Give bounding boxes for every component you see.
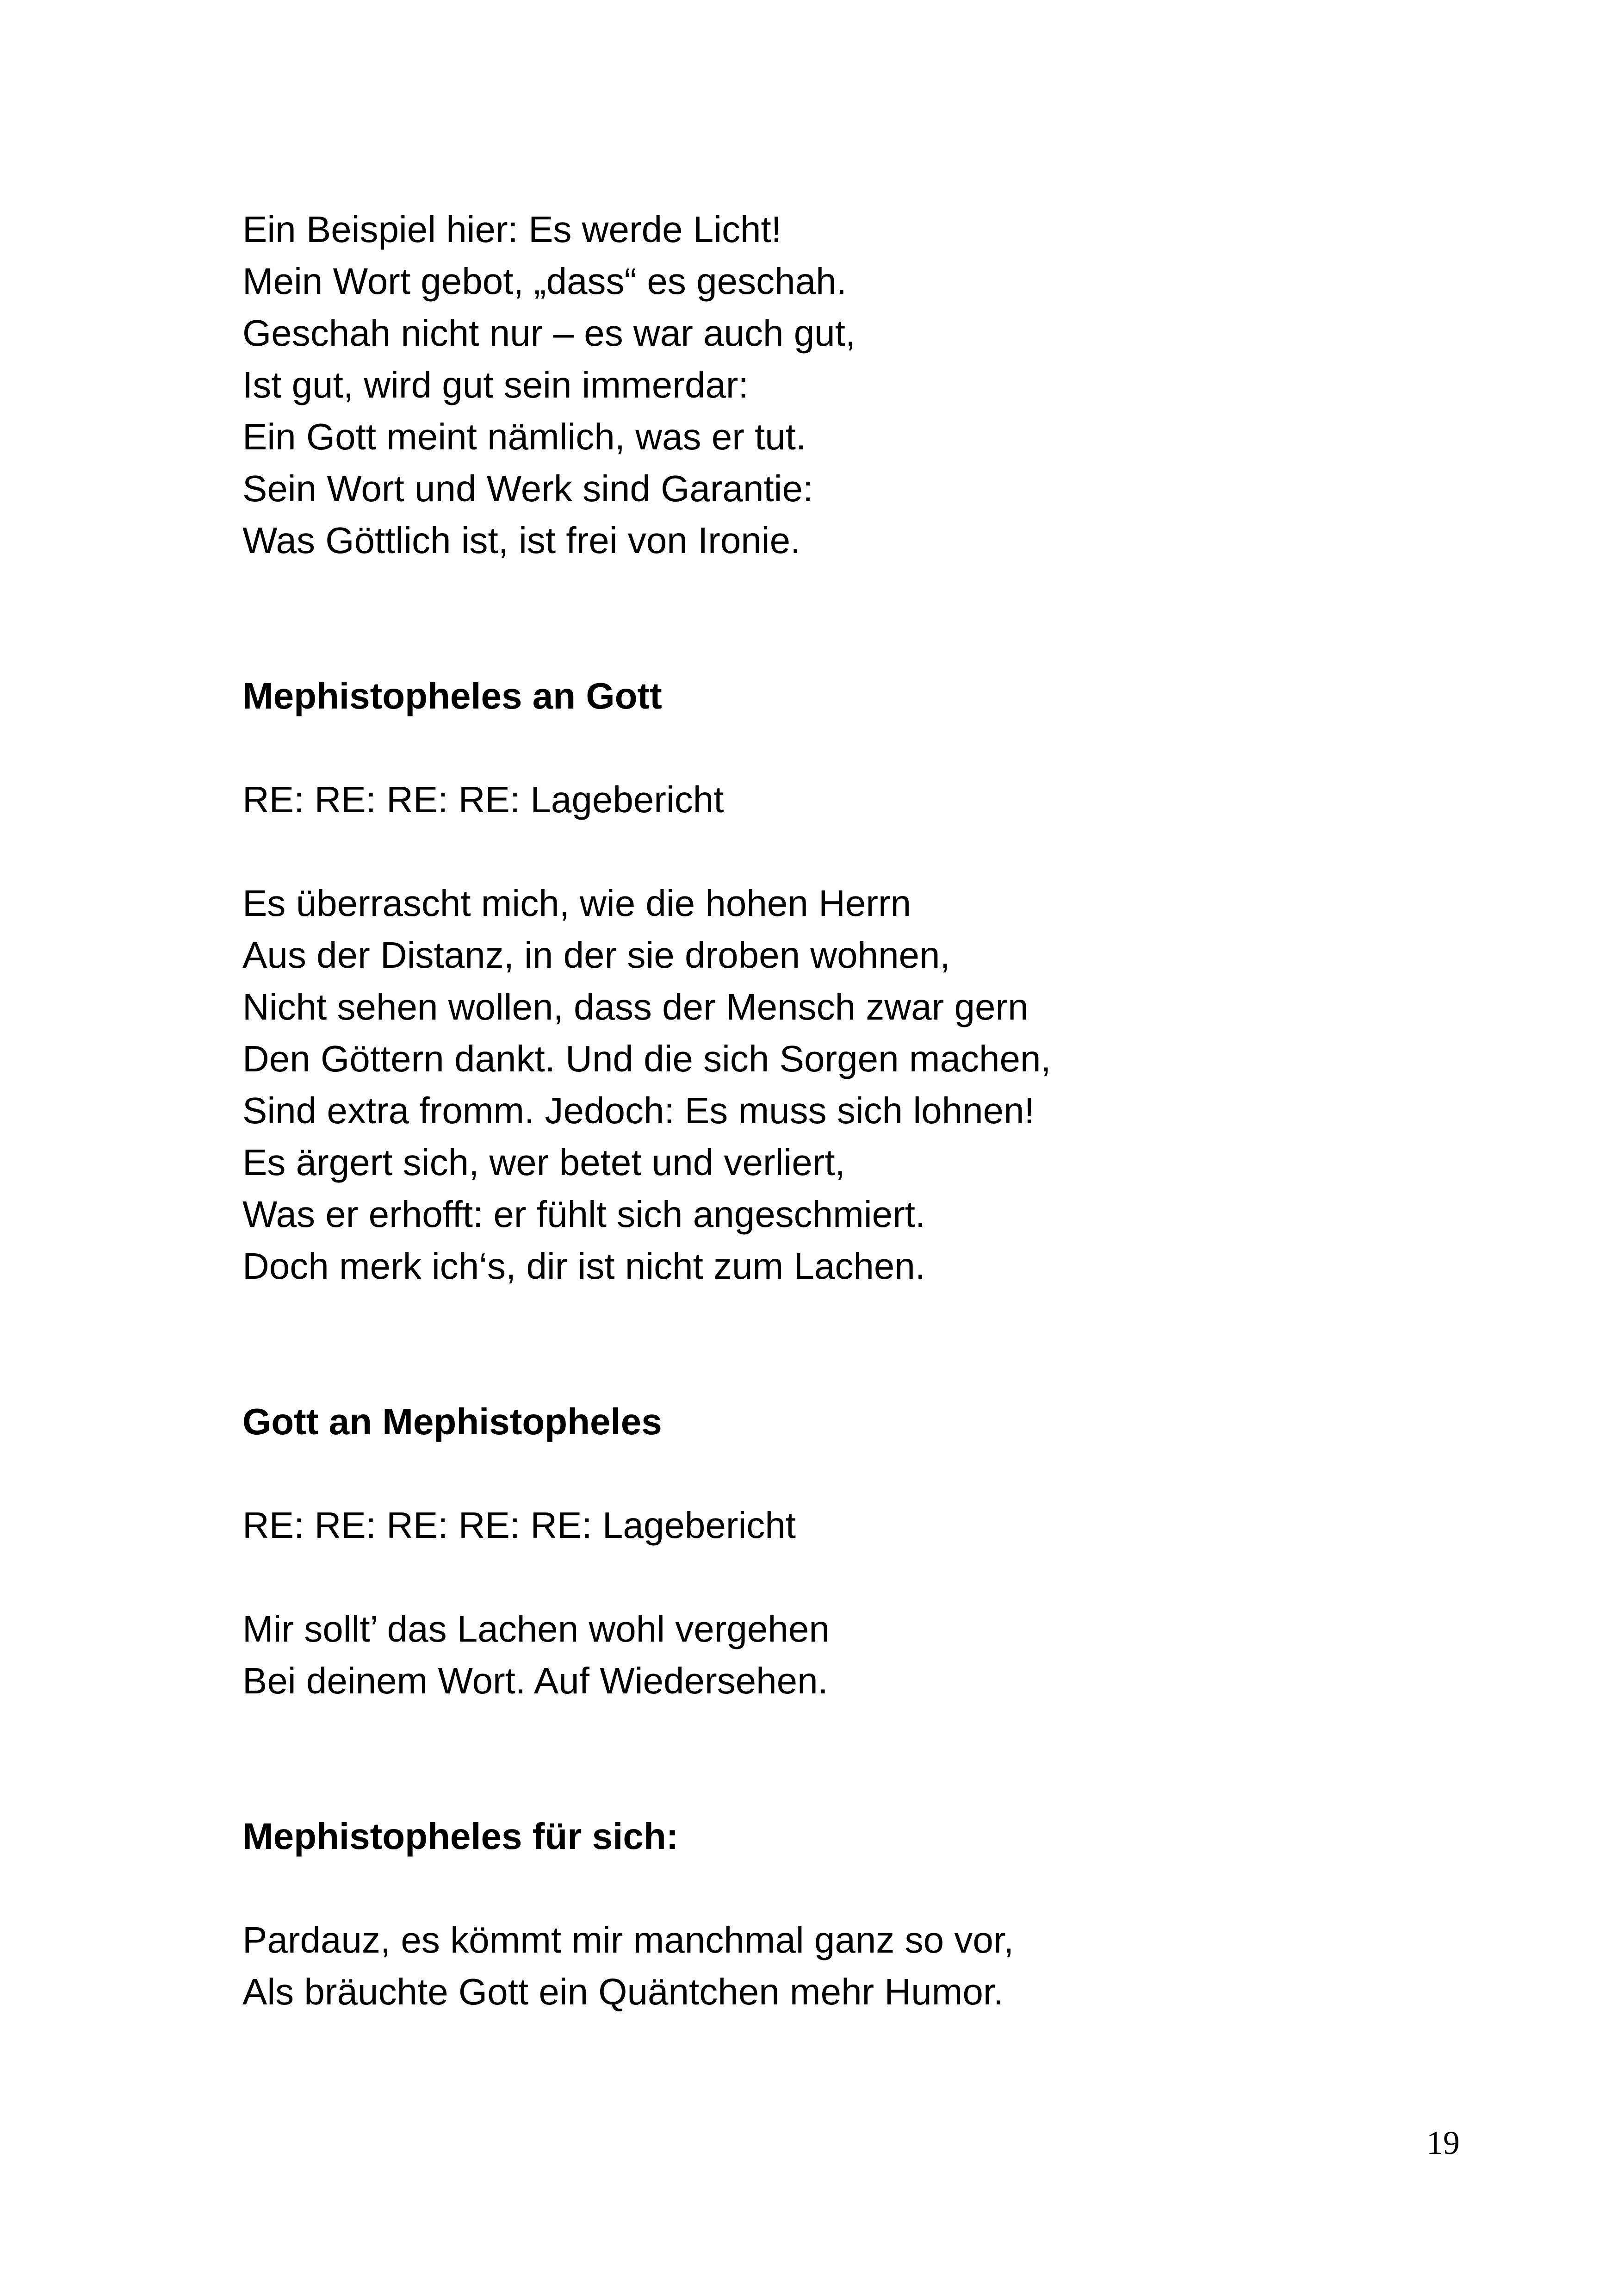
verse-line: Sind extra fromm. Jedoch: Es muss sich lohnen! [242,1090,1035,1131]
verse-line: Sein Wort und Werk sind Garantie: [242,468,813,509]
verse-line: Was Göttlich ist, ist frei von Ironie. [242,520,801,561]
verse-line: Geschah nicht nur – es war auch gut, [242,312,856,354]
page-number: 19 [1426,2124,1460,2161]
verse-line: Ist gut, wird gut sein immerdar: [242,364,749,405]
verse-line: Nicht sehen wollen, dass der Mensch zwar gern [242,986,1029,1027]
subject-line: RE: RE: RE: RE: Lagebericht [242,779,724,820]
section-heading: Gott an Mephistopheles [242,1401,662,1442]
verse-line: Pardauz, es kömmt mir manchmal ganz so vor, [242,1919,1014,1960]
opening-stanza [242,204,1492,566]
verse-line: Als bräuchte Gott ein Quäntchen mehr Humor. [242,1971,1004,2012]
verse-line: Ein Beispiel hier: Es werde Licht! [242,209,781,250]
verse-line: Mir sollt’ das Lachen wohl vergehen [242,1608,830,1649]
subject-line: RE: RE: RE: RE: RE: Lagebericht [242,1505,796,1546]
verse-line: Was er erhofft: er fühlt sich angeschmiert. [242,1194,926,1235]
verse-line: Es ärgert sich, wer betet und verliert, [242,1142,845,1183]
verse-line: Es überrascht mich, wie die hohen Herrn [242,883,911,924]
section3-verse [242,1914,1492,2018]
section-heading: Mephistopheles für sich: [242,1816,679,1857]
section2-verse [242,1603,1492,1707]
verse-line: Doch merk ich‘s, dir ist nicht zum Lachen. [242,1245,926,1287]
verse-line: Aus der Distanz, in der sie droben wohnen, [242,934,950,976]
verse-line: Den Göttern dankt. Und die sich Sorgen machen, [242,1038,1051,1079]
verse-line: Bei deinem Wort. Auf Wiedersehen. [242,1660,828,1701]
page-content [242,204,1492,2018]
verse-line: Ein Gott meint nämlich, was er tut. [242,416,806,457]
section-heading: Mephistopheles an Gott [242,675,662,716]
section1-verse [242,877,1492,1292]
verse-line: Mein Wort gebot, „dass“ es geschah. [242,261,847,302]
